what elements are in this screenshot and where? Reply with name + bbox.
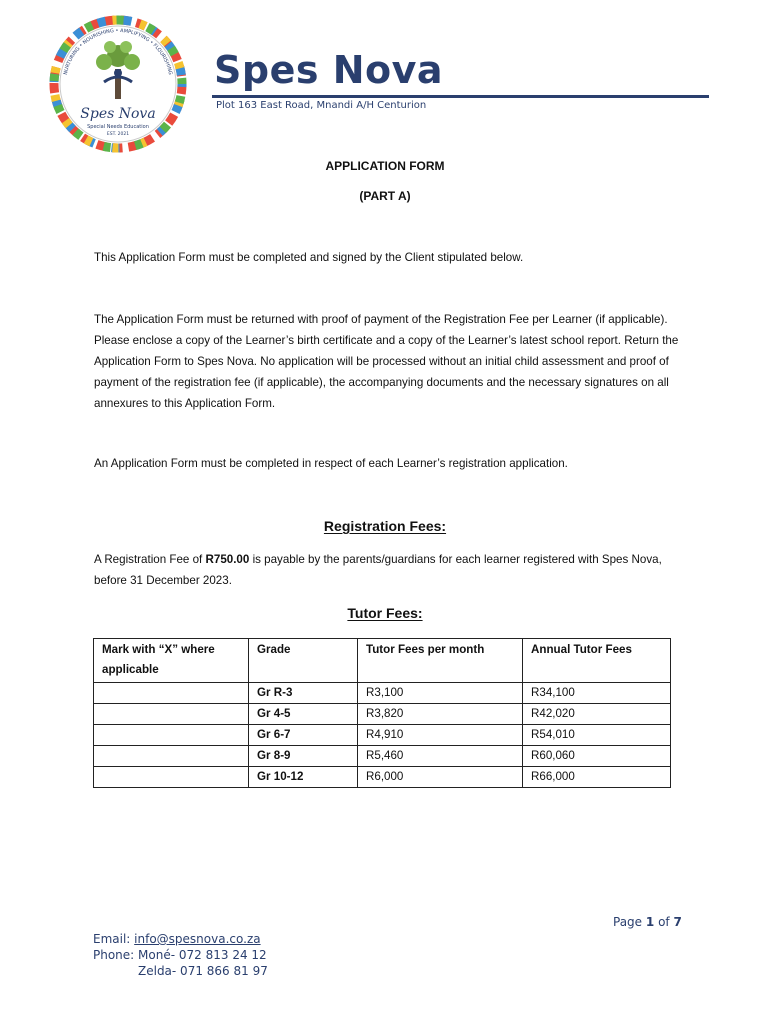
logo-ring-text: NURTURING • NOURISHING • AMPLIFYING • FLOURISHING — [62, 27, 174, 76]
grade-cell: Gr 10-12 — [249, 767, 358, 788]
table-row — [94, 725, 671, 746]
header-divider — [212, 95, 709, 98]
column-header-mark: Mark with “X” where applicable — [94, 639, 249, 683]
org-address: Plot 163 East Road, Mnandi A/H Centurion — [216, 100, 427, 111]
monthly-fee-cell: R6,000 — [358, 767, 523, 788]
monthly-fee-cell: R3,820 — [358, 704, 523, 725]
annual-fee-cell: R54,010 — [523, 725, 671, 746]
annual-fee-cell: R34,100 — [523, 683, 671, 704]
mark-cell[interactable] — [94, 767, 249, 788]
phone-zelda: Zelda- 071 866 81 97 — [138, 964, 268, 978]
monthly-fee-cell: R5,460 — [358, 746, 523, 767]
mark-cell[interactable] — [94, 725, 249, 746]
table-row — [94, 767, 671, 788]
footer-email: Email: info@spesnova.co.za — [93, 932, 261, 946]
mark-cell[interactable] — [94, 746, 249, 767]
intro-paragraph: This Application Form must be completed and signed by the Client stipulated below. — [94, 251, 524, 264]
column-header-annual: Annual Tutor Fees — [523, 639, 671, 683]
instructions-paragraph: The Application Form must be returned with proof of payment of the Registration Fee per Learner (if applicable). Please enclose a copy of the Learner’s birth certificate and a copy of the Learner’s latest school report. Return the Application Form to Spes Nova. No application will be processed without an initial child assessment and proof of payment of the registration fee (if applicable), the accompanying documents and the necessary signatures on all annexures to this Application Form. — [94, 313, 679, 410]
per-learner-paragraph: An Application Form must be completed in respect of each Learner’s registration application. — [94, 457, 568, 470]
table-header-row — [94, 639, 671, 683]
table-row — [94, 683, 671, 704]
page-number: Page 1 of 7 — [613, 915, 682, 929]
annual-fee-cell: R42,020 — [523, 704, 671, 725]
tutor-fees-table — [93, 638, 671, 788]
monthly-fee-cell: R4,910 — [358, 725, 523, 746]
mark-cell[interactable] — [94, 704, 249, 725]
form-part: (PART A) — [359, 189, 411, 203]
table-row — [94, 704, 671, 725]
page-total: 7 — [673, 915, 682, 929]
table-row — [94, 746, 671, 767]
tutor-fees-heading: Tutor Fees: — [347, 605, 423, 621]
page-current: 1 — [645, 915, 655, 929]
grade-cell: Gr 6-7 — [249, 725, 358, 746]
column-header-grade: Grade — [249, 639, 358, 683]
phone-mone: Moné- 072 813 24 12 — [138, 948, 267, 962]
monthly-fee-cell: R3,100 — [358, 683, 523, 704]
footer-phone: Phone: Moné- 072 813 24 12 — [93, 948, 267, 962]
registration-fee-amount: R750.00 — [205, 553, 250, 566]
registration-fees-heading: Registration Fees: — [323, 518, 447, 534]
mark-cell[interactable] — [94, 683, 249, 704]
logo-est: EST. 2021 — [106, 132, 130, 137]
grade-cell: Gr 4-5 — [249, 704, 358, 725]
email-link[interactable]: info@spesnova.co.za — [134, 932, 261, 946]
annual-fee-cell: R60,060 — [523, 746, 671, 767]
grade-cell: Gr 8-9 — [249, 746, 358, 767]
grade-cell: Gr R-3 — [249, 683, 358, 704]
annual-fee-cell: R66,000 — [523, 767, 671, 788]
logo-emblem — [44, 14, 192, 154]
org-name: Spes Nova — [214, 48, 444, 92]
logo — [44, 14, 192, 154]
column-header-monthly: Tutor Fees per month — [358, 639, 523, 683]
registration-fee-paragraph: A Registration Fee of R750.00 is payable by the parents/guardians for each learner registered with Spes Nova, before 31 December 2023. — [94, 553, 662, 587]
logo-tagline: Special Needs Education — [87, 124, 149, 130]
form-title: APPLICATION FORM — [325, 159, 445, 173]
logo-name: Spes Nova — [80, 106, 156, 122]
